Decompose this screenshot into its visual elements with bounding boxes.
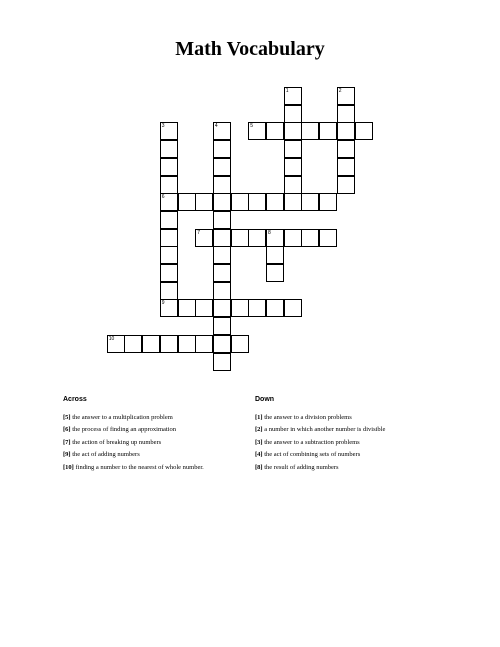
crossword-cell[interactable]	[160, 211, 178, 229]
down-clue: [8] the result of adding numbers	[255, 463, 339, 471]
crossword-cell[interactable]	[160, 176, 178, 194]
clue-number: 8	[268, 229, 271, 236]
clue-number: 3	[161, 123, 165, 130]
crossword-cell[interactable]	[266, 229, 284, 247]
down-clue: [2] a number in which another number is divisible	[255, 426, 386, 434]
crossword-cell[interactable]	[213, 122, 231, 140]
crossword-cell[interactable]	[142, 335, 160, 353]
crossword-cell[interactable]	[160, 282, 178, 300]
across-heading: Across	[63, 396, 87, 403]
crossword-cell[interactable]	[160, 264, 178, 282]
crossword-cell[interactable]	[248, 193, 266, 211]
crossword-cell[interactable]	[213, 140, 231, 158]
crossword-cell[interactable]	[160, 246, 178, 264]
clue-number: 6	[161, 194, 165, 201]
down-clue-list	[255, 412, 385, 474]
crossword-cell[interactable]	[266, 264, 284, 282]
crossword-cell[interactable]	[266, 193, 284, 211]
crossword-cell[interactable]	[337, 87, 355, 105]
crossword-cell[interactable]	[284, 105, 302, 123]
crossword-cell[interactable]	[213, 211, 231, 229]
across-clue: [6] the process of finding an approximation	[63, 426, 177, 434]
crossword-cell[interactable]	[337, 176, 355, 194]
crossword-cell[interactable]	[355, 122, 373, 140]
clue-number: 7	[197, 229, 200, 236]
crossword-cell[interactable]	[213, 246, 231, 264]
crossword-cell[interactable]	[284, 140, 302, 158]
crossword-cell[interactable]	[319, 229, 337, 247]
across-clue: [9] the act of adding numbers	[63, 451, 140, 459]
crossword-cell[interactable]	[337, 140, 355, 158]
crossword-cell[interactable]	[284, 122, 302, 140]
crossword-cell[interactable]	[284, 299, 302, 317]
crossword-cell[interactable]	[213, 264, 231, 282]
crossword-cell[interactable]	[213, 335, 231, 353]
crossword-cell[interactable]	[213, 299, 231, 317]
crossword-cell[interactable]	[195, 335, 213, 353]
crossword-cell[interactable]	[160, 229, 178, 247]
crossword-cell[interactable]	[248, 122, 266, 140]
crossword-cell[interactable]	[231, 299, 249, 317]
crossword-cell[interactable]	[213, 317, 231, 335]
crossword-cell[interactable]	[213, 158, 231, 176]
crossword-cell[interactable]	[178, 193, 196, 211]
down-clue: [3] the answer to a subtraction problems	[255, 438, 360, 446]
crossword-cell[interactable]	[337, 158, 355, 176]
crossword-cell[interactable]	[231, 335, 249, 353]
crossword-cell[interactable]	[213, 353, 231, 371]
across-clue: [10] finding a number to the nearest of whole number.	[63, 463, 204, 471]
across-clue-list	[63, 412, 204, 474]
across-clue: [5] the answer to a multiplication problem	[63, 414, 173, 421]
crossword-cell[interactable]	[160, 122, 178, 140]
crossword-cell[interactable]	[178, 299, 196, 317]
clue-number: 4	[214, 123, 218, 130]
crossword-cell[interactable]	[337, 122, 355, 140]
crossword-cell[interactable]	[160, 158, 178, 176]
crossword-cell[interactable]	[337, 105, 355, 123]
crossword-cell[interactable]	[160, 335, 178, 353]
crossword-cell[interactable]	[195, 229, 213, 247]
page-title: Math Vocabulary	[175, 38, 325, 60]
clue-number: 1	[285, 88, 289, 94]
down-clue: [4] the act of combining sets of numbers	[255, 451, 361, 459]
down-heading: Down	[255, 396, 275, 403]
crossword-cell[interactable]	[248, 229, 266, 247]
crossword-cell[interactable]	[231, 229, 249, 247]
clue-number: 5	[250, 123, 254, 130]
crossword-cell[interactable]	[195, 193, 213, 211]
crossword-cell[interactable]	[160, 299, 178, 317]
crossword-cell[interactable]	[213, 176, 231, 194]
crossword-cell[interactable]	[160, 193, 178, 211]
crossword-cell[interactable]	[195, 299, 213, 317]
crossword-cell[interactable]	[284, 193, 302, 211]
crossword-cell[interactable]	[160, 140, 178, 158]
across-clue: [7] the action of breaking up numbers	[63, 438, 162, 446]
crossword-cell[interactable]	[107, 335, 125, 353]
crossword-cell[interactable]	[319, 193, 337, 211]
crossword-cell[interactable]	[301, 193, 319, 211]
crossword-cell[interactable]	[301, 229, 319, 247]
clue-number: 2	[338, 88, 342, 94]
crossword-cell[interactable]	[284, 176, 302, 194]
clue-number: 10	[108, 335, 115, 342]
crossword-cell[interactable]	[213, 229, 231, 247]
crossword-cell[interactable]	[301, 122, 319, 140]
crossword-cell[interactable]	[178, 335, 196, 353]
clue-number: 9	[161, 300, 165, 307]
crossword-cell[interactable]	[266, 246, 284, 264]
crossword-cell[interactable]	[124, 335, 142, 353]
crossword-cell[interactable]	[213, 282, 231, 300]
crossword-cell[interactable]	[231, 193, 249, 211]
down-clue: [1] the answer to a division problems	[255, 414, 352, 421]
crossword-cell[interactable]	[213, 193, 231, 211]
crossword-cell[interactable]	[248, 299, 266, 317]
crossword-cell[interactable]	[284, 158, 302, 176]
crossword-cell[interactable]	[319, 122, 337, 140]
crossword-cell[interactable]	[266, 122, 284, 140]
crossword-cell[interactable]	[284, 229, 302, 247]
crossword-cell[interactable]	[266, 299, 284, 317]
crossword-cell[interactable]	[284, 87, 302, 105]
